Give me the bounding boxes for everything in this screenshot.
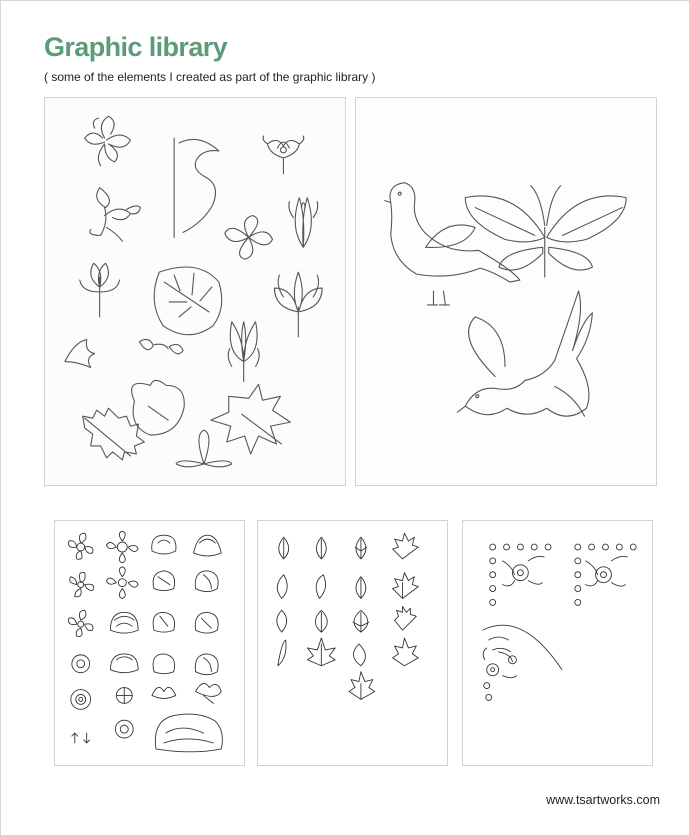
floral-corner-panel [462,520,653,766]
curl-leaf-sketch [174,138,219,237]
serrated-leaf-sketch [83,408,145,460]
clover-flower-sketch [225,216,273,260]
corner-ornament-bottom [483,625,562,700]
heart-leaf-sketch [132,380,185,435]
lotus-flower-sketch [263,136,304,174]
leaf-icon-image [258,521,447,765]
floral-sketches-image [45,98,345,485]
leaf-icons [277,533,419,699]
flower-icon-image [55,521,244,765]
lily-sketch [80,263,120,317]
maple-leaf-sketch [211,384,290,454]
website-url: www.tsartworks.com [546,793,660,807]
corner-ornament-top-left [490,544,551,605]
flower-icons [69,531,223,752]
corner-ornament-top-right [575,544,636,605]
small-buds-sketch [139,339,183,353]
leaf-icon-panel [257,520,448,766]
branch-bud-sketch [90,188,141,242]
small-flower-left-sketch [65,340,95,368]
page-title: Graphic library [44,32,228,62]
tulip-sketch [228,322,259,382]
page-subtitle: ( some of the elements I created as part of the graphic library ) [44,70,376,84]
floral-corner-image [463,521,652,765]
bird-butterfly-image [356,98,656,485]
bottom-lotus-sketch [176,430,232,467]
butterfly-sketch [465,186,626,277]
tulip-bud-sketch [289,198,318,248]
swirl-flower-sketch [85,116,131,166]
bird-butterfly-panel [355,97,657,486]
spiky-lotus-sketch [274,272,322,337]
dove-sketch [385,183,520,305]
flying-bird-sketch [457,291,592,416]
flower-icon-panel [54,520,245,766]
monstera-leaf-sketch [154,267,222,335]
floral-sketches-panel [44,97,346,486]
